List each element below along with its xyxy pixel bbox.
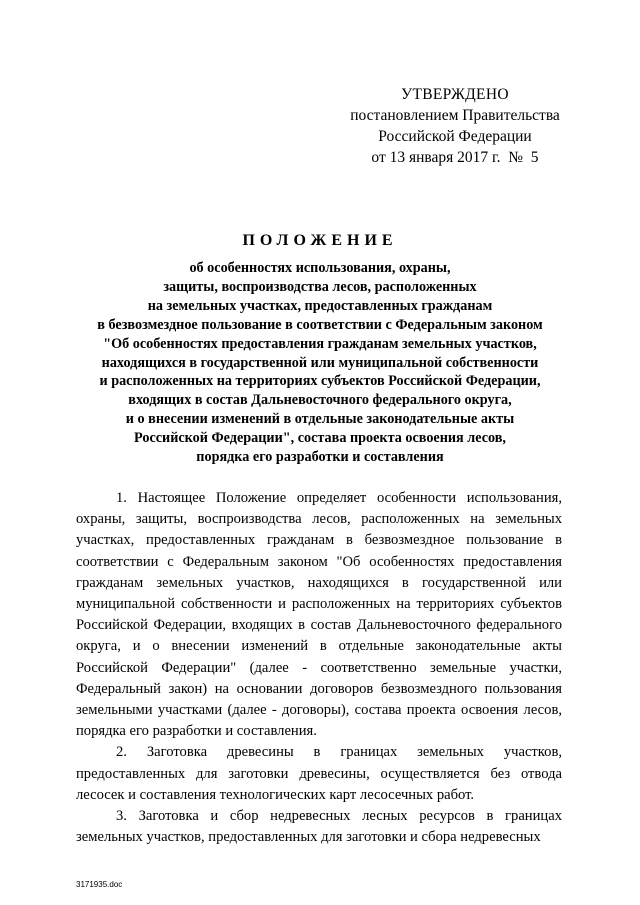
subtitle-line: и о внесении изменений в отдельные законодательные акты bbox=[125, 411, 515, 428]
paragraph-3: 3. Заготовка и сбор недревесных лесных ресурсов в границах земельных участков, предоставленных для заготовки и сбора недревесных bbox=[76, 808, 562, 846]
subtitle-line: в безвозмездное пользование в соответствии с Федеральным законом bbox=[97, 316, 543, 333]
file-name-footer: 3171935.doc bbox=[76, 880, 123, 889]
paragraph-2: 2. Заготовка древесины в границах земельных участков, предоставленных для заготовки древесины, осуществляется без отвода лесосек и составления технологических карт лесосечных работ. bbox=[76, 744, 562, 803]
subtitle-line: Российской Федерации", состава проекта освоения лесов, bbox=[134, 430, 506, 447]
subtitle-line: порядка его разработки и составления bbox=[196, 449, 444, 466]
subtitle-line: защиты, воспроизводства лесов, расположенных bbox=[163, 278, 477, 295]
subtitle-line: об особенностях использования, охраны, bbox=[189, 260, 451, 276]
subtitle-line: "Об особенностях предоставления гражданам земельных участков, bbox=[103, 335, 537, 352]
approval-line-1: постановлением Правительства bbox=[350, 107, 560, 124]
document-title: ПОЛОЖЕНИЕ bbox=[242, 232, 398, 249]
document-body bbox=[76, 488, 562, 848]
approval-heading: УТВЕРЖДЕНО bbox=[401, 86, 509, 103]
approval-line-2: Российской Федерации bbox=[378, 128, 532, 145]
approval-line-3: от 13 января 2017 г. № 5 bbox=[371, 149, 539, 166]
subtitle-line: и расположенных на территориях субъектов Российской Федерации, bbox=[99, 373, 541, 390]
document-subtitle bbox=[60, 259, 580, 467]
paragraph-1: 1. Настоящее Положение определяет особенности использования, охраны, защиты, воспроизводства лесов, расположенных на земельных участках, предоставленных гражданам в безвозмездное пользование в соответствии с Федеральным законом "Об особенностях предоставления гражданам земельных участков, находящихся в государственной или муниципальной собственности и расположенных на территориях субъектов Российской Федерации, входящих в состав Дальневосточного федерального округа, и о внесении изменений в отдельные законодательные акты Российской Федерации" (далее - соответственно земельные участки, Федеральный закон) на основании договоров безвозмездного пользования земельными участками (далее - договоры), состава проекта освоения лесов, порядка его разработки и составления. bbox=[76, 490, 562, 740]
approval-block bbox=[340, 84, 570, 168]
subtitle-line: на земельных участках, предоставленных гражданам bbox=[147, 297, 493, 314]
subtitle-line: находящихся в государственной или муниципальной собственности bbox=[101, 354, 539, 371]
subtitle-line: входящих в состав Дальневосточного федерального округа, bbox=[128, 392, 512, 409]
